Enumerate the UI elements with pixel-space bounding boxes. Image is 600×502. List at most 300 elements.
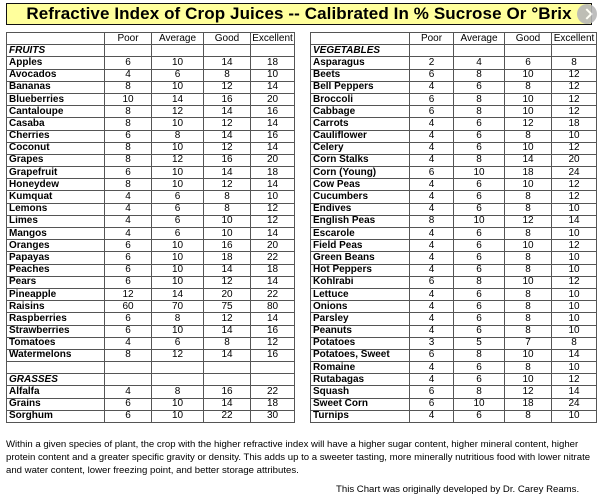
brix-value: 18: [251, 398, 295, 410]
brix-value: 8: [454, 154, 505, 166]
brix-value: 8: [204, 337, 251, 349]
brix-value: 10: [204, 215, 251, 227]
table-row: [7, 142, 295, 154]
column-header: Excellent: [552, 33, 597, 45]
empty-cell: [204, 374, 251, 386]
brix-value: 20: [552, 154, 597, 166]
brix-value: 6: [105, 57, 152, 69]
table-row: [311, 154, 597, 166]
brix-value: 10: [552, 325, 597, 337]
brix-value: 14: [251, 276, 295, 288]
crop-name: Kumquat: [7, 191, 105, 203]
brix-value: 4: [454, 57, 505, 69]
table-row: [311, 118, 597, 130]
brix-value: 8: [105, 118, 152, 130]
brix-value: 6: [105, 130, 152, 142]
crop-name: Onions: [311, 301, 410, 313]
crop-name: Corn Stalks: [311, 154, 410, 166]
crop-name: Bananas: [7, 81, 105, 93]
brix-value: 12: [204, 313, 251, 325]
crop-name: Corn (Young): [311, 167, 410, 179]
header-row: [311, 33, 597, 45]
brix-value: 10: [152, 167, 204, 179]
brix-value: 4: [410, 288, 454, 300]
brix-value: 22: [251, 386, 295, 398]
crop-name: Potatoes: [311, 337, 410, 349]
crop-name: Alfalfa: [7, 386, 105, 398]
table-row: [311, 313, 597, 325]
brix-value: 4: [410, 410, 454, 422]
brix-value: 8: [105, 81, 152, 93]
brix-value: 10: [152, 179, 204, 191]
brix-value: 4: [410, 252, 454, 264]
crop-name: Broccoli: [311, 93, 410, 105]
brix-value: 12: [152, 349, 204, 361]
brix-value: 4: [105, 386, 152, 398]
brix-value: 6: [454, 142, 505, 154]
credit-line: This Chart was originally developed by Dr. Carey Reams.: [336, 484, 580, 495]
brix-value: 6: [105, 410, 152, 422]
brix-value: 4: [410, 142, 454, 154]
crop-name: Field Peas: [311, 240, 410, 252]
brix-value: 14: [152, 93, 204, 105]
table-row: [7, 130, 295, 142]
column-header: Poor: [410, 33, 454, 45]
table-row: [311, 374, 597, 386]
brix-value: 6: [454, 240, 505, 252]
brix-value: 14: [204, 57, 251, 69]
brix-value: 6: [152, 191, 204, 203]
column-header: Average: [152, 33, 204, 45]
empty-cell: [105, 374, 152, 386]
table-row: [7, 57, 295, 69]
crop-name: Papayas: [7, 252, 105, 264]
table-row: [311, 215, 597, 227]
brix-value: 22: [204, 410, 251, 422]
brix-value: 8: [505, 203, 552, 215]
brix-value: 6: [454, 362, 505, 374]
brix-value: 5: [454, 337, 505, 349]
empty-cell: [454, 45, 505, 57]
brix-value: 10: [552, 228, 597, 240]
table-row: [311, 301, 597, 313]
brix-value: 12: [251, 203, 295, 215]
crop-name: Endives: [311, 203, 410, 215]
brix-value: 12: [251, 337, 295, 349]
brix-value: 14: [204, 264, 251, 276]
table-row: [311, 288, 597, 300]
brix-value: 18: [251, 57, 295, 69]
crop-name: English Peas: [311, 215, 410, 227]
brix-value: 12: [552, 179, 597, 191]
crop-name: Cabbage: [311, 106, 410, 118]
brix-value: 4: [410, 203, 454, 215]
brix-value: 8: [505, 191, 552, 203]
brix-value: 2: [410, 57, 454, 69]
table-row: [311, 191, 597, 203]
crop-name: Blueberries: [7, 93, 105, 105]
brix-value: 6: [454, 410, 505, 422]
crop-name: Asparagus: [311, 57, 410, 69]
brix-value: 12: [204, 276, 251, 288]
brix-value: 10: [152, 81, 204, 93]
brix-value: 12: [152, 154, 204, 166]
brix-value: 6: [105, 313, 152, 325]
brix-value: 18: [505, 398, 552, 410]
table-row: [311, 325, 597, 337]
brix-value: 8: [105, 142, 152, 154]
table-row: [311, 142, 597, 154]
brix-value: 4: [410, 374, 454, 386]
table-row: [7, 252, 295, 264]
brix-value: 10: [152, 57, 204, 69]
section-row: [7, 45, 295, 57]
brix-value: 4: [105, 69, 152, 81]
brix-value: 8: [454, 106, 505, 118]
brix-value: 16: [251, 106, 295, 118]
brix-value: 6: [152, 228, 204, 240]
brix-value: 16: [204, 93, 251, 105]
brix-value: 8: [454, 386, 505, 398]
brix-value: 6: [410, 106, 454, 118]
crop-name: Raspberries: [7, 313, 105, 325]
brix-value: 6: [454, 313, 505, 325]
empty-cell: [204, 362, 251, 374]
brix-value: 6: [454, 203, 505, 215]
brix-value: 10: [552, 252, 597, 264]
brix-value: 3: [410, 337, 454, 349]
table-row: [7, 313, 295, 325]
brix-value: 4: [410, 154, 454, 166]
crop-name: Bell Peppers: [311, 81, 410, 93]
brix-value: 6: [105, 325, 152, 337]
table-row: [7, 398, 295, 410]
brix-value: 12: [505, 386, 552, 398]
brix-value: 10: [552, 301, 597, 313]
brix-value: 10: [454, 398, 505, 410]
brix-value: 4: [105, 228, 152, 240]
brix-value: 6: [410, 69, 454, 81]
page-title: Refractive Index of Crop Juices -- Calibrated In % Sucrose Or °Brix: [6, 3, 592, 25]
table-row: [7, 228, 295, 240]
brix-value: 6: [454, 252, 505, 264]
header-cell-empty: [311, 33, 410, 45]
brix-value: 6: [152, 337, 204, 349]
brix-value: 14: [152, 288, 204, 300]
brix-value: 6: [105, 398, 152, 410]
brix-value: 14: [251, 179, 295, 191]
brix-value: 6: [454, 118, 505, 130]
table-row: [7, 349, 295, 361]
table-row: [7, 106, 295, 118]
brix-value: 16: [251, 325, 295, 337]
table-row: [311, 362, 597, 374]
brix-value: 8: [505, 264, 552, 276]
crop-name: Sorghum: [7, 410, 105, 422]
brix-value: 10: [105, 93, 152, 105]
brix-value: 75: [204, 301, 251, 313]
brix-value: 8: [454, 276, 505, 288]
brix-value: 6: [454, 179, 505, 191]
brix-value: 12: [204, 142, 251, 154]
brix-value: 10: [552, 313, 597, 325]
table-row: [311, 264, 597, 276]
brix-value: 4: [410, 81, 454, 93]
crop-name: Limes: [7, 215, 105, 227]
empty-cell: [410, 45, 454, 57]
crop-name: Pineapple: [7, 288, 105, 300]
brix-value: 14: [204, 349, 251, 361]
brix-value: 12: [152, 106, 204, 118]
brix-value: 18: [251, 167, 295, 179]
brix-value: 10: [204, 228, 251, 240]
brix-value: 6: [454, 301, 505, 313]
brix-value: 14: [251, 228, 295, 240]
brix-value: 14: [204, 398, 251, 410]
brix-value: 10: [552, 362, 597, 374]
table-row: [311, 167, 597, 179]
section-label: VEGETABLES: [311, 45, 410, 57]
brix-value: 10: [505, 276, 552, 288]
brix-value: 24: [552, 167, 597, 179]
brix-value: 10: [505, 179, 552, 191]
empty-cell: [505, 45, 552, 57]
crop-name: Cucumbers: [311, 191, 410, 203]
table-row: [7, 410, 295, 422]
brix-value: 10: [454, 215, 505, 227]
brix-value: 18: [251, 264, 295, 276]
brix-value: 12: [552, 191, 597, 203]
brix-value: 12: [552, 374, 597, 386]
crop-name: Cantaloupe: [7, 106, 105, 118]
brix-value: 10: [505, 93, 552, 105]
table-row: [7, 264, 295, 276]
brix-value: 10: [505, 349, 552, 361]
brix-value: 6: [105, 264, 152, 276]
crop-name: Strawberries: [7, 325, 105, 337]
brix-value: 10: [152, 276, 204, 288]
section-row: [311, 45, 597, 57]
brix-value: 4: [410, 313, 454, 325]
brix-value: 10: [505, 374, 552, 386]
table-row: [311, 57, 597, 69]
brix-value: 8: [454, 69, 505, 81]
crop-name: Raisins: [7, 301, 105, 313]
brix-value: 14: [204, 130, 251, 142]
brix-value: 4: [410, 179, 454, 191]
brix-value: 6: [152, 203, 204, 215]
brix-value: 8: [105, 106, 152, 118]
brix-value: 16: [251, 349, 295, 361]
column-header: Good: [505, 33, 552, 45]
table-row: [311, 398, 597, 410]
brix-value: 6: [105, 252, 152, 264]
column-header: Average: [454, 33, 505, 45]
brix-value: 16: [204, 386, 251, 398]
brix-value: 10: [152, 325, 204, 337]
header-row: [7, 33, 295, 45]
table-row: [311, 337, 597, 349]
brix-value: 6: [454, 191, 505, 203]
brix-value: 10: [505, 69, 552, 81]
brix-value: 14: [552, 215, 597, 227]
brix-value: 12: [505, 118, 552, 130]
brix-value: 6: [505, 57, 552, 69]
crop-name: Oranges: [7, 240, 105, 252]
crop-name: Green Beans: [311, 252, 410, 264]
crop-name: Avocados: [7, 69, 105, 81]
crop-name: Beets: [311, 69, 410, 81]
crop-name: Kohlrabi: [311, 276, 410, 288]
brix-value: 12: [552, 276, 597, 288]
brix-value: 8: [204, 69, 251, 81]
crop-name: Grapes: [7, 154, 105, 166]
table-row: [7, 93, 295, 105]
brix-value: 8: [505, 252, 552, 264]
table-row: [311, 106, 597, 118]
crop-name: Cow Peas: [311, 179, 410, 191]
section-row: [7, 374, 295, 386]
column-header: Excellent: [252, 32, 293, 44]
table-row: [311, 69, 597, 81]
brix-value: 16: [204, 240, 251, 252]
table-row: [311, 130, 597, 142]
table-row: [7, 215, 295, 227]
chevron-right-icon[interactable]: [577, 4, 597, 24]
brix-value: 6: [454, 325, 505, 337]
column-header: Good: [204, 33, 251, 45]
brix-value: 30: [251, 410, 295, 422]
brix-value: 4: [410, 191, 454, 203]
table-row: [7, 154, 295, 166]
table-row: [7, 301, 295, 313]
brix-value: 14: [552, 349, 597, 361]
brix-value: 22: [251, 252, 295, 264]
brix-value: 8: [105, 349, 152, 361]
column-header: Poor: [105, 33, 152, 45]
brix-value: 6: [152, 69, 204, 81]
fruits-grasses-table: [6, 32, 295, 423]
table-row: [311, 240, 597, 252]
crop-name: Grains: [7, 398, 105, 410]
empty-cell: [105, 362, 152, 374]
brix-value: 8: [505, 228, 552, 240]
brix-value: 10: [552, 203, 597, 215]
brix-value: 8: [552, 57, 597, 69]
brix-value: 8: [552, 337, 597, 349]
brix-value: 8: [152, 313, 204, 325]
crop-name: Pears: [7, 276, 105, 288]
table-row: [7, 203, 295, 215]
brix-value: 4: [105, 203, 152, 215]
crop-name: Squash: [311, 386, 410, 398]
brix-value: 4: [410, 264, 454, 276]
brix-value: 10: [505, 240, 552, 252]
brix-value: 8: [505, 410, 552, 422]
crop-name: Peaches: [7, 264, 105, 276]
crop-name: Tomatoes: [7, 337, 105, 349]
table-row: [7, 288, 295, 300]
crop-name: Romaine: [311, 362, 410, 374]
brix-value: 14: [204, 106, 251, 118]
brix-value: 4: [105, 215, 152, 227]
brix-value: 12: [204, 118, 251, 130]
table-row: [311, 179, 597, 191]
brix-value: 10: [552, 264, 597, 276]
brix-value: 8: [505, 325, 552, 337]
brix-value: 14: [251, 313, 295, 325]
brix-value: 8: [454, 349, 505, 361]
brix-value: 16: [251, 130, 295, 142]
brix-value: 6: [410, 386, 454, 398]
table-row: [7, 179, 295, 191]
brix-value: 14: [251, 118, 295, 130]
brix-value: 10: [454, 167, 505, 179]
brix-value: 6: [454, 374, 505, 386]
brix-value: 10: [152, 398, 204, 410]
crop-name: Lemons: [7, 203, 105, 215]
crop-name: Celery: [311, 142, 410, 154]
brix-value: 10: [251, 191, 295, 203]
empty-cell: [105, 45, 152, 57]
section-label: FRUITS: [7, 45, 105, 57]
brix-value: 4: [410, 130, 454, 142]
brix-value: 8: [505, 362, 552, 374]
brix-value: 12: [552, 69, 597, 81]
brix-value: 8: [505, 288, 552, 300]
table-row: [311, 93, 597, 105]
brix-value: 16: [204, 154, 251, 166]
brix-value: 18: [505, 167, 552, 179]
crop-name: Honeydew: [7, 179, 105, 191]
crop-name: Turnips: [311, 410, 410, 422]
brix-value: 6: [410, 167, 454, 179]
brix-value: 14: [251, 81, 295, 93]
crop-name: Mangos: [7, 228, 105, 240]
brix-value: 22: [251, 288, 295, 300]
brix-value: 12: [552, 93, 597, 105]
table-row: [7, 386, 295, 398]
blank-row: [7, 362, 295, 374]
brix-value: 8: [105, 154, 152, 166]
brix-value: 6: [454, 228, 505, 240]
brix-value: 10: [152, 142, 204, 154]
brix-value: 10: [552, 130, 597, 142]
brix-value: 6: [410, 398, 454, 410]
brix-value: 12: [105, 288, 152, 300]
brix-value: 4: [105, 191, 152, 203]
brix-value: 14: [505, 154, 552, 166]
crop-name: Watermelons: [7, 349, 105, 361]
brix-value: 20: [251, 240, 295, 252]
brix-value: 14: [204, 167, 251, 179]
brix-value: 4: [410, 301, 454, 313]
brix-value: 20: [251, 93, 295, 105]
table-row: [311, 252, 597, 264]
brix-value: 8: [152, 386, 204, 398]
crop-name: Sweet Corn: [311, 398, 410, 410]
brix-value: 8: [410, 215, 454, 227]
brix-value: 8: [152, 130, 204, 142]
brix-value: 8: [505, 313, 552, 325]
empty-cell: [251, 362, 295, 374]
table-row: [311, 276, 597, 288]
brix-value: 6: [105, 276, 152, 288]
table-row: [311, 203, 597, 215]
crop-name: Casaba: [7, 118, 105, 130]
brix-value: 8: [105, 179, 152, 191]
table-row: [311, 228, 597, 240]
